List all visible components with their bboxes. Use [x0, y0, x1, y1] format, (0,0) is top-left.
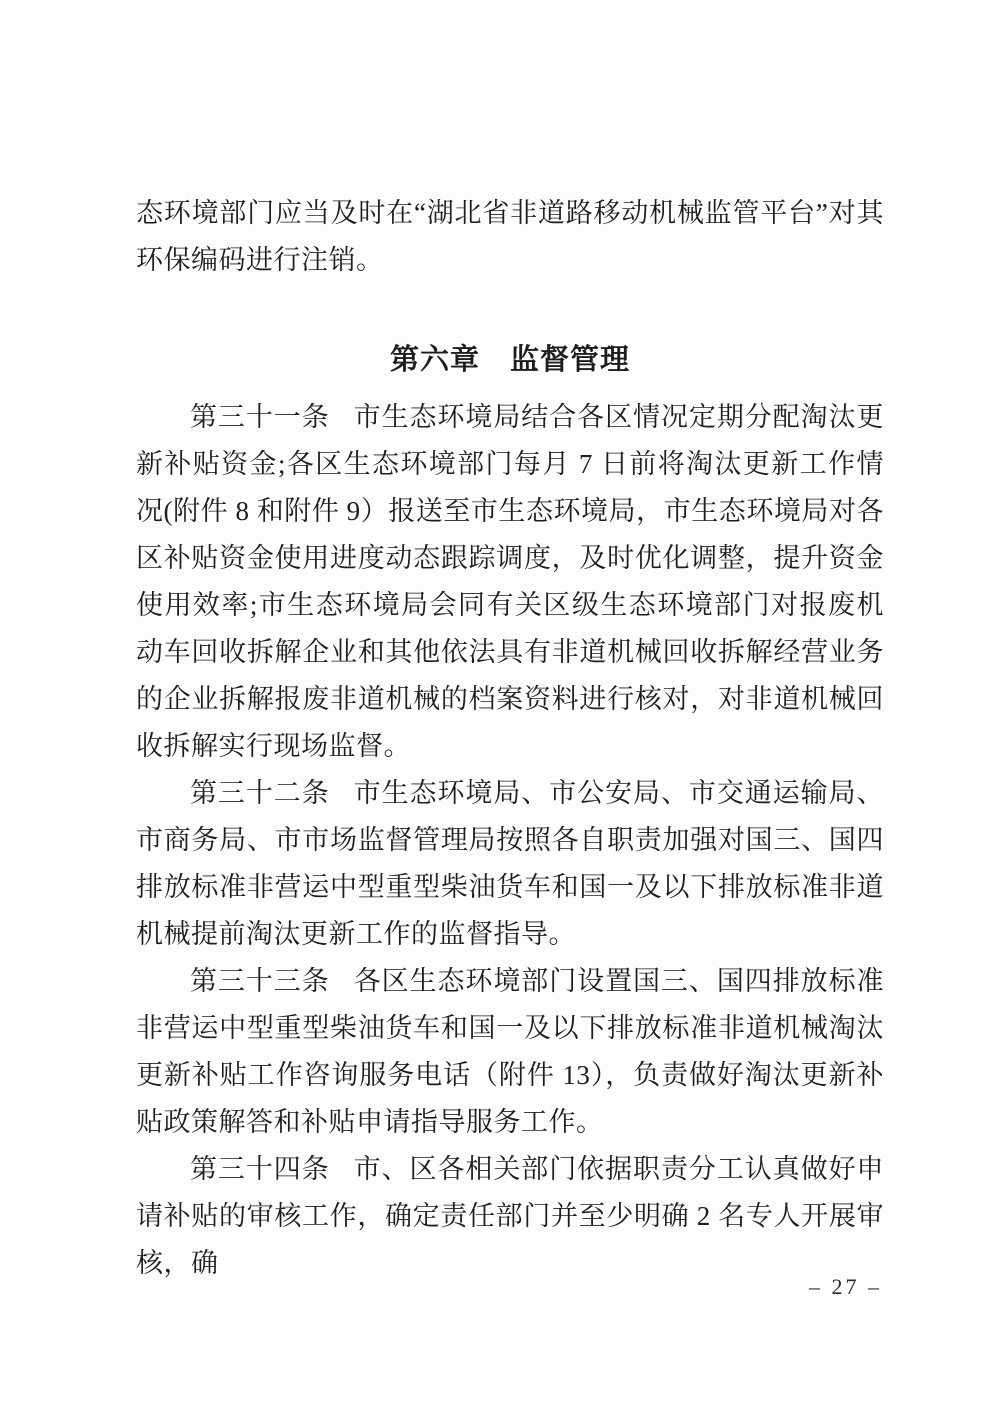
page-content	[136, 190, 884, 1287]
article-33-text: 各区生态环境部门设置国三、国四排放标准非营运中型重型柴油货车和国一及以下排放标准非道机械淘汰更新补贴工作咨询服务电话（附件 13），负责做好淘汰更新补贴政策解答和补贴申请指导服务工作。	[136, 966, 885, 1137]
article-32-text: 市生态环境局、市公安局、市交通运输局、市商务局、市市场监督管理局按照各自职责加强对国三、国四排放标准非营运中型重型柴油货车和国一及以下排放标准非道机械提前淘汰更新工作的监督指导。	[136, 778, 885, 949]
article-34-number: 第三十四条	[190, 1154, 330, 1184]
chapter-heading	[136, 336, 884, 384]
chapter-title: 监督管理	[510, 344, 631, 376]
article-31-text: 市生态环境局结合各区情况定期分配淘汰更新补贴资金;各区生态环境部门每月 7 日前将淘汰更新工作情况(附件 8 和附件 9）报送至市生态环境局，市生态环境局对各区补贴资金使用进度动态跟踪调度，及时优化调整，提升资金使用效率;市生态环境局会同有关区级生态环境部门对报废机动车回收拆解企业和其他依法具有非道机械回收拆解经营业务的企业拆解报废非道机械的档案资料进行核对，对非道机械回收拆解实行现场监督。	[136, 402, 885, 761]
article-31-number: 第三十一条	[190, 402, 330, 432]
chapter-number: 第六章	[389, 344, 480, 376]
article-paragraph-31	[136, 394, 884, 770]
article-paragraph-34	[136, 1146, 884, 1287]
page-number: – 27 –	[809, 1274, 882, 1299]
article-33-number: 第三十三条	[190, 966, 330, 996]
article-32-number: 第三十二条	[190, 778, 330, 808]
article-paragraph-32	[136, 770, 884, 958]
article-34-text: 市、区各相关部门依据职责分工认真做好申请补贴的审核工作，确定责任部门并至少明确 2 名专人开展审核，确	[136, 1154, 885, 1278]
continuation-paragraph: 态环境部门应当及时在“湖北省非道路移动机械监管平台”对其环保编码进行注销。	[136, 198, 884, 275]
article-paragraph-33	[136, 958, 884, 1146]
